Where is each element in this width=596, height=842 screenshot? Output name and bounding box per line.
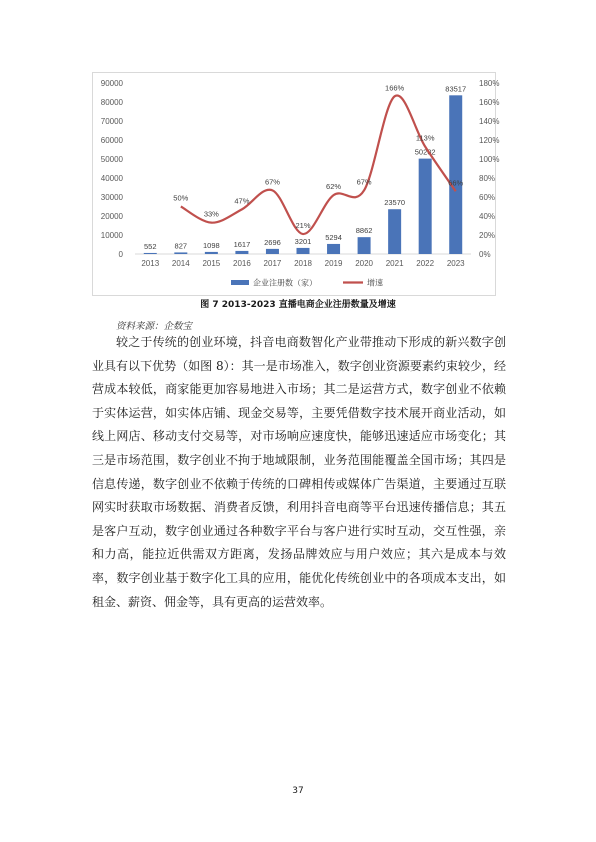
y-right-tick-label: 180% bbox=[479, 79, 500, 88]
growth-line bbox=[181, 95, 456, 234]
bar bbox=[235, 251, 248, 254]
y-right-tick-label: 20% bbox=[479, 231, 496, 240]
x-tick-label: 2021 bbox=[385, 259, 404, 268]
figure-source: 资料来源：企数宝 bbox=[116, 321, 193, 332]
x-tick-label: 2017 bbox=[263, 259, 282, 268]
line-data-label: 67% bbox=[356, 177, 372, 187]
y-right-tick-label: 80% bbox=[479, 174, 496, 183]
y-right-tick-label: 140% bbox=[479, 117, 500, 126]
y-right-tick-label: 160% bbox=[479, 98, 500, 107]
bar-data-label: 83517 bbox=[445, 84, 467, 94]
bar bbox=[358, 237, 371, 254]
bar-data-label: 1098 bbox=[203, 240, 220, 250]
line-data-label: 67% bbox=[264, 177, 280, 187]
x-tick-label: 2016 bbox=[233, 259, 251, 268]
bar-data-label: 2696 bbox=[264, 237, 281, 247]
y-left-tick-label: 30000 bbox=[100, 193, 123, 202]
bar bbox=[327, 244, 340, 254]
y-right-tick-label: 0% bbox=[479, 250, 491, 259]
figure-caption: 图 7 2013-2023 直播电商企业注册数量及增速 bbox=[200, 300, 396, 310]
x-tick-label: 2015 bbox=[202, 259, 221, 268]
y-right-tick-label: 40% bbox=[479, 212, 496, 221]
x-tick-label: 2019 bbox=[324, 259, 343, 268]
legend-line-label: 增速 bbox=[367, 278, 383, 288]
y-left-tick-label: 10000 bbox=[100, 231, 123, 240]
x-tick-label: 2014 bbox=[171, 259, 190, 268]
y-left-tick-label: 80000 bbox=[100, 98, 123, 107]
bar-data-label: 552 bbox=[144, 241, 157, 251]
y-right-tick-label: 120% bbox=[479, 136, 500, 145]
bar bbox=[266, 249, 279, 254]
bar bbox=[174, 252, 187, 254]
legend-bar-swatch bbox=[231, 280, 249, 285]
bar-data-label: 3201 bbox=[294, 236, 312, 246]
line-data-label: 47% bbox=[234, 196, 250, 206]
bar bbox=[297, 248, 310, 254]
y-left-tick-label: 90000 bbox=[100, 79, 123, 88]
line-data-label: 62% bbox=[326, 182, 342, 192]
bar-data-label: 1617 bbox=[233, 239, 251, 249]
bar-data-label: 5294 bbox=[325, 232, 342, 242]
bar bbox=[388, 209, 401, 254]
x-tick-label: 2023 bbox=[446, 259, 465, 268]
y-right-tick-label: 60% bbox=[479, 193, 496, 202]
x-tick-label: 2022 bbox=[416, 259, 435, 268]
bar-data-label: 8862 bbox=[355, 226, 373, 236]
x-tick-label: 2020 bbox=[355, 259, 373, 268]
line-data-label: 21% bbox=[295, 221, 311, 231]
page-number: 37 bbox=[292, 786, 304, 796]
bar-data-label: 827 bbox=[174, 241, 188, 251]
x-tick-label: 2018 bbox=[294, 259, 312, 268]
line-data-label: 66% bbox=[448, 178, 464, 188]
y-left-tick-label: 70000 bbox=[100, 117, 123, 126]
line-data-label: 166% bbox=[385, 83, 405, 93]
y-left-tick-label: 60000 bbox=[100, 136, 123, 145]
legend-bar-label: 企业注册数（家） bbox=[253, 278, 317, 288]
body-paragraph: 较之于传统的创业环境，抖音电商数智化产业带推动下形成的新兴数字创业具有以下优势（如图 8）：其一是市场准入，数字创业资源要素约束较少，经营成本较低，商家能更加容易地进入市场；其二是运营方式，数字创业不依赖于实体运营，如实体店铺、现金交易等，主要凭借数字技术展开商业活动，如线上网店、移动支付交易等，对市场响应速度快，能够迅速适应市场变化；其三是市场范围，数字创业不拘于地域限制，业务范围能覆盖全国市场；其四是信息传递，数字创业不依赖于传统的口碑相传或媒体广告渠道，主要通过互联网实时获取市场数据、消费者反馈，利用抖音电商等平台迅速传播信息；其五是客户互动，数字创业通过各种数字平台与客户进行实时互动，交互性强，亲和力高，能拉近供需双方距离，发扬品牌效应与用户效应；其六是成本与效率，数字创业基于数字化工具的应用，能优化传统创业中的各项成本支出，如租金、薪资、佣金等，具有更高的运营效率。 bbox=[92, 335, 506, 609]
bar bbox=[205, 252, 218, 254]
bar bbox=[419, 159, 432, 254]
y-right-tick-label: 100% bbox=[479, 155, 500, 164]
bar-data-label: 50202 bbox=[414, 147, 436, 157]
bar-line-chart bbox=[93, 73, 500, 297]
chart-figure bbox=[92, 72, 500, 296]
y-left-tick-label: 20000 bbox=[100, 212, 123, 221]
line-data-label: 33% bbox=[203, 209, 219, 219]
y-left-tick-label: 40000 bbox=[100, 174, 123, 183]
bar-data-label: 23570 bbox=[384, 198, 406, 208]
bar bbox=[144, 253, 157, 254]
bar bbox=[449, 95, 462, 254]
y-left-tick-label: 0 bbox=[118, 250, 123, 259]
y-left-tick-label: 50000 bbox=[100, 155, 123, 164]
line-data-label: 50% bbox=[173, 193, 189, 203]
line-data-label: 113% bbox=[415, 133, 435, 143]
x-tick-label: 2013 bbox=[141, 259, 160, 268]
